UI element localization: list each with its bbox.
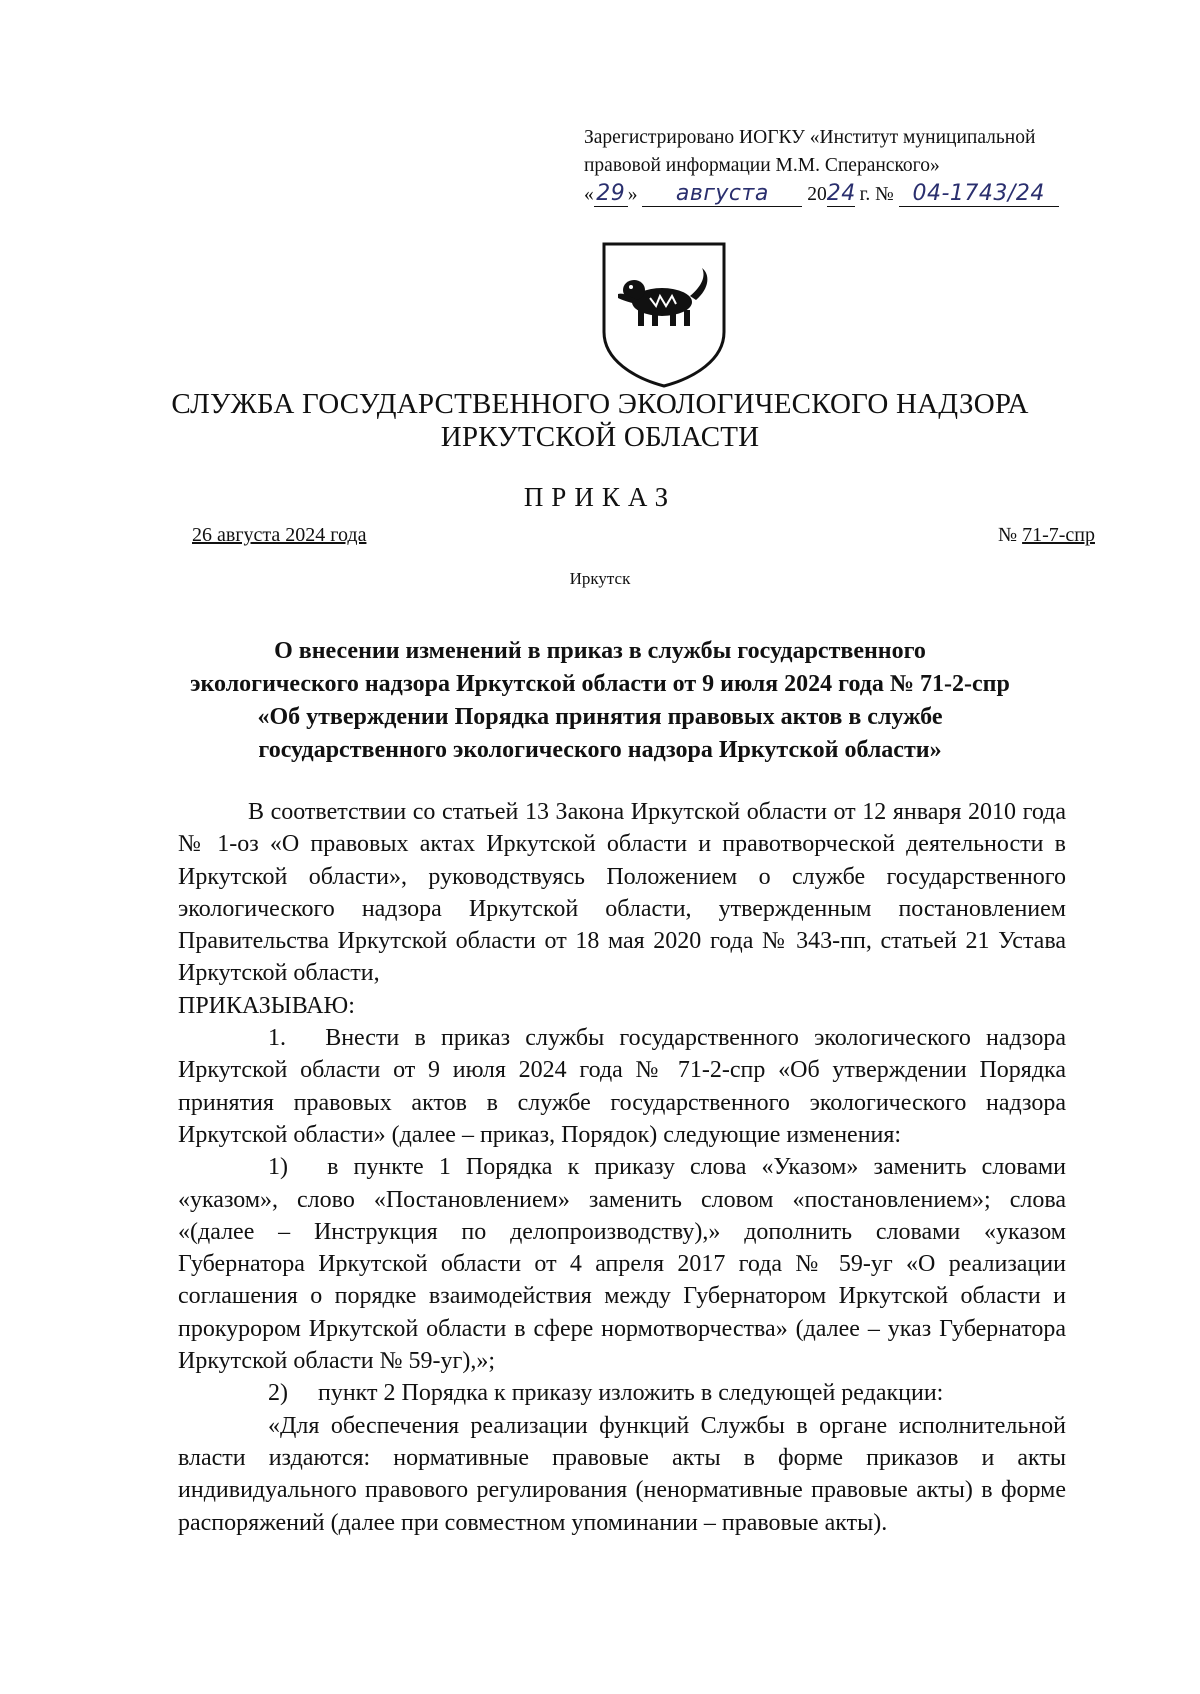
registration-close-quote: » (627, 184, 638, 205)
subitem-1-paragraph: 1) в пункте 1 Порядка к приказу слова «Указом» заменить словами «указом», слово «Постановлением» заменить словом «постановлением»; слова «(далее – Инструкция по делопроизводству),» дополнить словами «указом Губернатора Иркутской области от 4 апреля 2017 года № 59-уг «О реализации соглашения о порядке взаимодействия между Губернатором Иркутской области и прокурором Иркутской области в сфере нормотворчества» (далее – указ Губернатора Иркутской области № 59-уг),»; (178, 1154, 1066, 1375)
registration-open-quote: « (584, 184, 594, 205)
document-type: ПРИКАЗ (523, 482, 677, 512)
registration-year-suffix: 24 (826, 181, 856, 206)
order-number-label: № (998, 524, 1018, 546)
registration-stamp (584, 124, 1035, 180)
agency-name-line-1: СЛУЖБА ГОСУДАРСТВЕННОГО ЭКОЛОГИЧЕСКОГО НАДЗОРА (171, 388, 1029, 420)
title-line-3: «Об утверждении Порядка принятия правовых актов в службе (257, 704, 943, 730)
document-title (150, 635, 1050, 767)
registration-day: 29 (594, 182, 628, 207)
quote-paragraph: «Для обеспечения реализации функций Службы в органе исполнительной власти издаются: нормативные правовые акты в форме приказов и акты индивидуального правового регулирования (ненормативные правовые акты) в форме распоряжений (далее при совместном упоминании – правовые акты). (178, 1412, 1066, 1536)
title-line-1: О внесении изменений в приказ в службы государственного (274, 638, 926, 664)
order-number-value: 71-7-спр (1022, 524, 1095, 546)
registration-line-2: правовой информации М.М. Сперанского» (584, 155, 940, 176)
preamble-paragraph: В соответствии со статьей 13 Закона Иркутской области от 12 января 2010 года № 1-оз «О правовых актах Иркутской области и правотворческой деятельности в Иркутской области», руководствуясь Положением о службе государственного экологического надзора Иркутской области, утвержденным постановлением Правительства Иркутской области от 18 мая 2020 года № 343-пп, статьей 21 Устава Иркутской области, (178, 799, 1066, 987)
title-line-2: экологического надзора Иркутской области от 9 июля 2024 года № 71-2-спр (190, 671, 1010, 697)
item-1-paragraph: 1. Внести в приказ службы государственного экологического надзора Иркутской области от 9 июля 2024 года № 71-2-спр «Об утверждении Порядка принятия правовых актов в службе государственного экологического надзора Иркутской области» (далее – приказ, Порядок) следующие изменения: (178, 1025, 1066, 1148)
city: Иркутск (569, 569, 631, 588)
agency-name (0, 388, 1200, 454)
document-body (178, 796, 1066, 1539)
registration-line-1: Зарегистрировано ИОГКУ «Институт муниципальной (584, 127, 1036, 148)
registration-year-prefix: 20 (807, 184, 827, 205)
order-number (998, 524, 1095, 547)
title-line-4: государственного экологического надзора Иркутской области» (258, 737, 942, 763)
registration-year-label: г. № (859, 184, 894, 205)
registration-line-3 (584, 180, 1059, 210)
order-date: 26 августа 2024 года (192, 524, 367, 546)
order-word: ПРИКАЗЫВАЮ: (178, 992, 355, 1019)
registration-month: августа (642, 182, 802, 207)
subitem-2-paragraph: 2) пункт 2 Порядка к приказу изложить в следующей редакции: (268, 1380, 944, 1407)
agency-name-line-2: ИРКУТСКОЙ ОБЛАСТИ (440, 421, 760, 453)
registration-number: 04-1743/24 (899, 182, 1059, 207)
irkutsk-coat-of-arms-icon (598, 240, 730, 390)
